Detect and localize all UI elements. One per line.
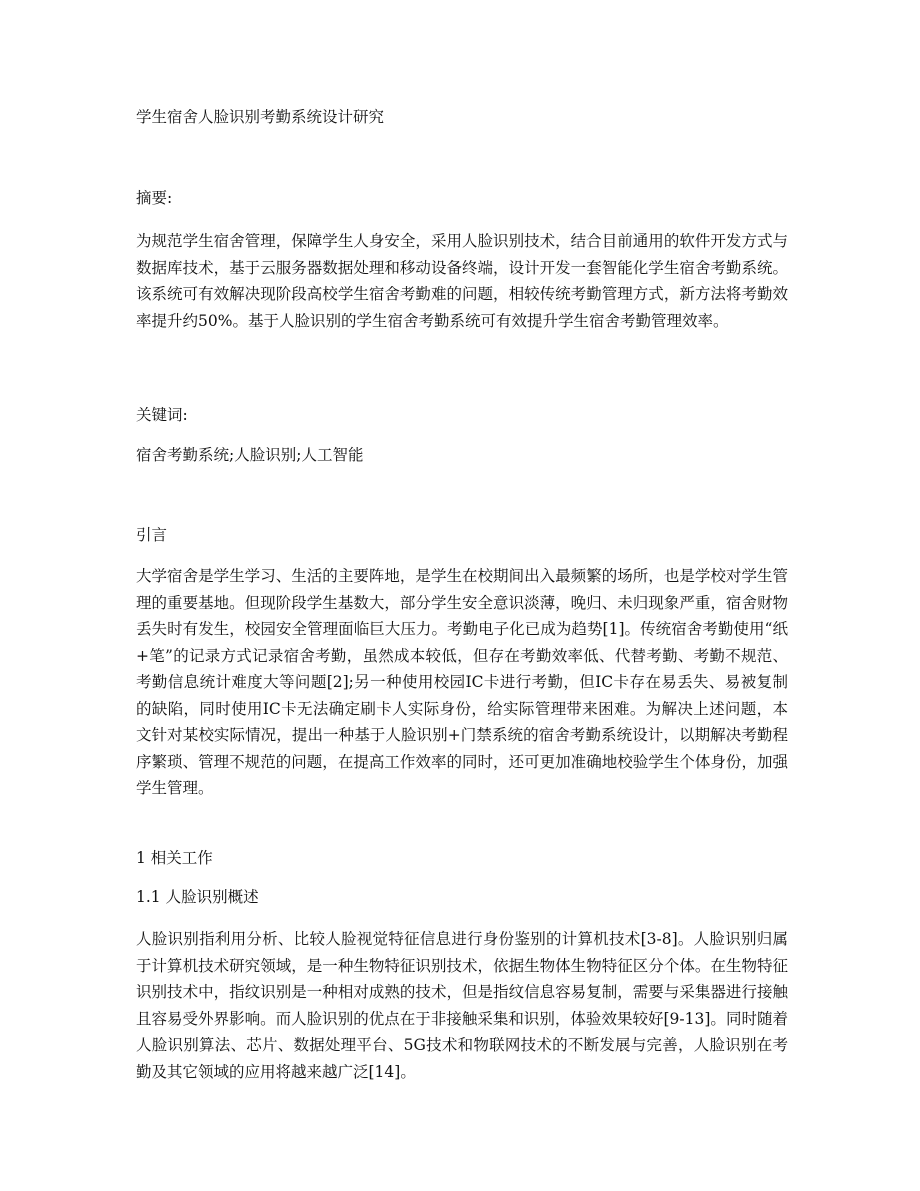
section-1-heading: 1 相关工作 — [136, 849, 213, 867]
keywords-label: 关键词: — [136, 406, 188, 424]
keywords-text: 宿舍考勤系统;人脸识别;人工智能 — [136, 446, 364, 464]
section-1-1-text: 人脸识别指利用分析、比较人脸视觉特征信息进行身份鉴别的计算机技术[3-8]。人脸识别归属于计算机技术研究领域，是一种生物特征识别技术，依据生物体生物特征区分个体。在生物特征识别技术中，指纹识别是一种相对成熟的技术，但是指纹信息容易复制，需要与采集器进行接触且容易受外界影响。而人脸识别的优点在于非接触采集和识别，体验效果较好[9-13]。同时随着人脸识别算法、芯片、数据处理平台、5G技术和物联网技术的不断发展与完善，人脸识别在考勤及其它领域的应用将越来越广泛[14]。 — [136, 930, 788, 1081]
intro-heading: 引言 — [136, 526, 168, 544]
abstract-label: 摘要: — [136, 189, 173, 207]
abstract-text: 为规范学生宿舍管理，保障学生人身安全，采用人脸识别技术，结合目前通用的软件开发方式与数据库技术，基于云服务器数据处理和移动设备终端，设计开发一套智能化学生宿舍考勤系统。该系统可有效解决现阶段高校学生宿舍考勤难的问题，相较传统考勤管理方式，新方法将考勤效率提升约50%。基于人脸识别的学生宿舍考勤系统可有效提升学生宿舍考勤管理效率。 — [136, 232, 788, 330]
intro-text: 大学宿舍是学生学习、生活的主要阵地，是学生在校期间出入最频繁的场所，也是学校对学生管理的重要基地。但现阶段学生基数大，部分学生安全意识淡薄，晚归、未归现象严重，宿舍财物丢失时有发生，校园安全管理面临巨大压力。考勤电子化已成为趋势[1]。传统宿舍考勤使用“纸+笔”的记录方式记录宿舍考勤，虽然成本较低，但存在考勤效率低、代替考勤、考勤不规范、考勤信息统计难度大等问题[2];另一种使用校园IC卡进行考勤，但IC卡存在易丢失、易被复制的缺陷，同时使用IC卡无法确定刷卡人实际身份，给实际管理带来困难。为解决上述问题，本文针对某校实际情况，提出一种基于人脸识别+门禁系统的宿舍考勤系统设计，以期解决考勤程序繁琐、管理不规范的问题，在提高工作效率的同时，还可更加准确地校验学生个体身份，加强学生管理。 — [136, 567, 788, 797]
document-title: 学生宿舍人脸识别考勤系统设计研究 — [136, 108, 385, 126]
section-1-1-heading: 1.1 人脸识别概述 — [136, 888, 259, 906]
